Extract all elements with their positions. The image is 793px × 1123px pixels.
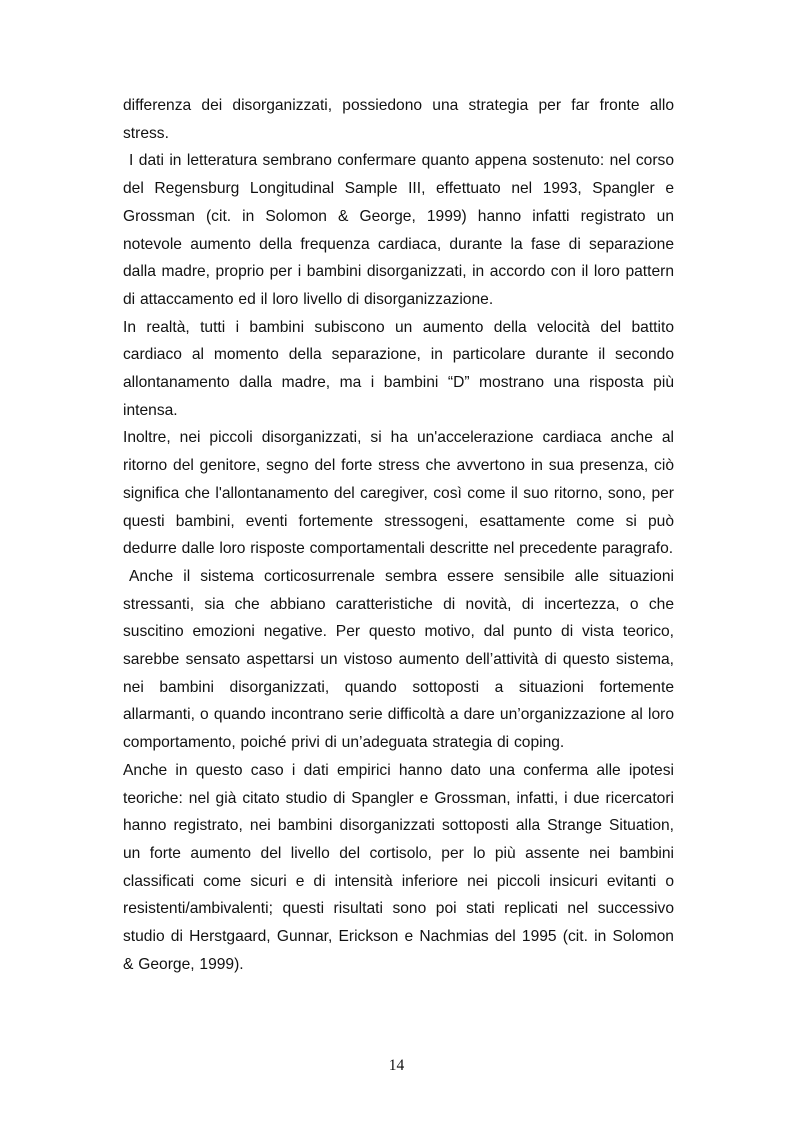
body-text [123,92,674,979]
paragraph-6: Anche in questo caso i dati empirici hanno dato una conferma alle ipotesi teoriche: nel già citato studio di Spangler e Grossman, infatti, i due ricercatori hanno registrato, nei bambini disorganizzati sottoposti alla Strange Situation, un forte aumento del livello del cortisolo, per lo più assente nei bambini classificati come sicuri e di intensità inferiore nei piccoli insicuri evitanti o resistenti/ambivalenti; questi risultati sono poi stati replicati nel successivo studio di Herstgaard, Gunnar, Erickson e Nachmias del 1995 (cit. in Solomon & George, 1999). [123,761,674,973]
paragraph-4: Inoltre, nei piccoli disorganizzati, si ha un'accelerazione cardiaca anche al ritorno del genitore, segno del forte stress che avvertono in sua presenza, ciò significa che l'allontanamento del caregiver, così come il suo ritorno, sono, per questi bambini, eventi fortemente stressogeni, esattamente come si può dedurre dalle loro risposte comportamentali descritte nel precedente paragrafo. [123,429,674,558]
paragraph-5: Anche il sistema corticosurrenale sembra essere sensibile alle situazioni stressanti, sia che abbiano caratteristiche di novità, di incertezza, o che suscitino emozioni negative. Per questo motivo, dal punto di vista teorico, sarebbe sensato aspettarsi un vistoso aumento dell’attività di questo sistema, nei bambini disorganizzati, quando sottoposti a situazioni fortemente allarmanti, o quando incontrano serie difficoltà a dare un’organizzazione al loro comportamento, poiché privi di un’adeguata strategia di coping. [123,567,674,752]
paragraph-2: I dati in letteratura sembrano confermare quanto appena sostenuto: nel corso del Regensburg Longitudinal Sample III, effettuato nel 1993, Spangler e Grossman (cit. in Solomon & George, 1999) hanno infatti registrato un notevole aumento della frequenza cardiaca, durante la fase di separazione dalla madre, proprio per i bambini disorganizzati, in accordo con il loro pattern di attaccamento ed il loro livello di disorganizzazione. [123,152,674,308]
paragraph-3: In realtà, tutti i bambini subiscono un aumento della velocità del battito cardiaco al momento della separazione, in particolare durante il secondo allontanamento dalla madre, ma i bambini “D” mostrano una risposta più intensa. [123,318,674,419]
page-number: 14 [388,1057,405,1074]
paragraph-1: differenza dei disorganizzati, possiedono una strategia per far fronte allo stress. [123,97,674,142]
